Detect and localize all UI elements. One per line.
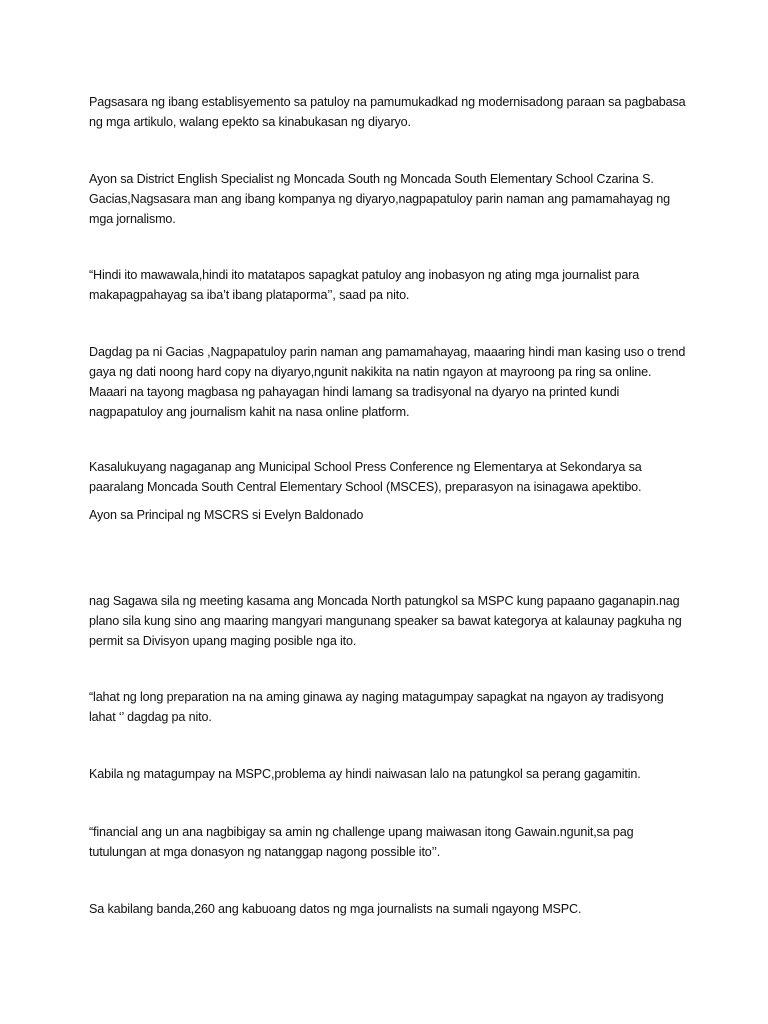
- paragraph-11: Sa kabilang banda,260 ang kabuoang datos ng mga journalists na sumali ngayong MSPC.: [89, 902, 582, 916]
- paragraph-2: Ayon sa District English Specialist ng Moncada South ng Moncada South Elementary School Czarina S. Gacias,Nagsasara man ang ibang kompanya ng diyaryo,nagpapatuloy parin naman ang pamamahayag ng mga jornalismo.: [89, 172, 670, 226]
- paragraph-9: Kabila ng matagumpay na MSPC,problema ay hindi naiwasan lalo na patungkol sa perang gagamitin.: [89, 767, 641, 781]
- paragraph-3: “Hindi ito mawawala,hindi ito matatapos sapagkat patuloy ang inobasyon ng ating mga journalist para makapagpahayag sa iba’t ibang plataporma’’, saad pa nito.: [89, 268, 640, 302]
- paragraph-7: nag Sagawa sila ng meeting kasama ang Moncada North patungkol sa MSPC kung papaano gaganapin.nag plano sila kung sino ang maaring mangyari mangunang speaker sa bawat kategorya at kalaunay pagkuha ng permit sa Divisyon upang maging posible nga ito.: [89, 594, 682, 648]
- paragraph-8: “lahat ng long preparation na na aming ginawa ay naging matagumpay sapagkat na ngayon ay tradisyong lahat ‘’ dagdag pa nito.: [89, 690, 664, 724]
- paragraph-4: Dagdag pa ni Gacias ,Nagpapatuloy parin naman ang pamamahayag, maaaring hindi man kasing uso o trend gaya ng dati noong hard copy na diyaryo,ngunit nakikita na natin ngayon at mayroong pa ring sa online. Maaari na tayong magbasa ng pahayagan hindi lamang sa tradisyonal na dyaryo na printed kundi nagpapatuloy ang journalism kahit na nasa online platform.: [89, 345, 686, 419]
- paragraph-6: Ayon sa Principal ng MSCRS si Evelyn Baldonado: [89, 508, 364, 522]
- paragraph-5: Kasalukuyang nagaganap ang Municipal School Press Conference ng Elementarya at Sekondarya sa paaralang Moncada South Central Elementary School (MSCES), preparasyon na isinagawa apektibo.: [89, 460, 642, 494]
- paragraph-10: “financial ang un ana nagbibigay sa amin ng challenge upang maiwasan itong Gawain.ngunit,sa pag tutulungan at mga donasyon ng natanggap nagong possible ito’’.: [89, 825, 634, 859]
- paragraph-1: Pagsasara ng ibang establisyemento sa patuloy na pamumukadkad ng modernisadong paraan sa pagbabasa ng mga artikulo, walang epekto sa kinabukasan ng diyaryo.: [89, 95, 686, 129]
